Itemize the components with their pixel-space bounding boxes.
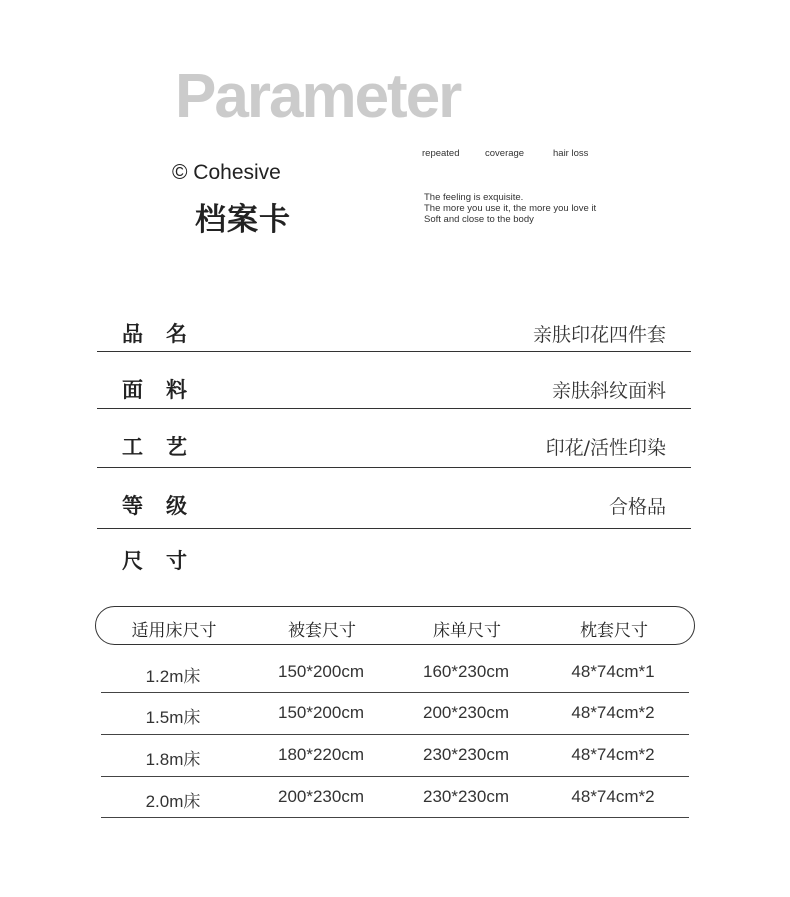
- spec-row-product-name: [97, 310, 691, 352]
- tag-coverage: coverage: [485, 148, 525, 159]
- table-cell: 150*200cm: [277, 703, 364, 722]
- spec-label: 面料: [122, 378, 210, 402]
- table-cell: 48*74cm*1: [571, 662, 655, 681]
- table-row: [101, 652, 689, 693]
- size-table-header: [95, 606, 695, 645]
- spec-value: 印花/活性印染: [545, 437, 666, 459]
- table-cell: 200*230cm: [422, 703, 509, 722]
- table-cell: 1.8m床: [145, 750, 201, 769]
- tagline-line: Soft and close to the body: [424, 214, 534, 225]
- tagline: [424, 192, 596, 225]
- spec-row-grade: [97, 468, 691, 529]
- spec-value: 亲肤斜纹面料: [551, 380, 666, 402]
- table-cell: 2.0m床: [145, 792, 201, 811]
- spec-value: 亲肤印花四件套: [532, 324, 666, 346]
- spec-row-fabric: [97, 352, 691, 409]
- spec-label: 等级: [122, 494, 210, 518]
- table-cell: 1.2m床: [145, 667, 201, 686]
- table-cell: 180*220cm: [277, 745, 364, 764]
- card-subtitle: 档案卡: [195, 202, 291, 238]
- table-cell: 48*74cm*2: [571, 787, 655, 806]
- table-cell: 48*74cm*2: [571, 745, 655, 764]
- header-pillowcase-size: 枕套尺寸: [580, 621, 648, 641]
- tagline-line: The more you use it, the more you love it: [424, 203, 597, 214]
- table-row: [101, 693, 689, 735]
- spec-label: 品名: [122, 322, 210, 346]
- table-cell: 150*200cm: [277, 662, 364, 681]
- table-cell: 200*230cm: [277, 787, 364, 806]
- header-bed-size: 适用床尺寸: [131, 621, 217, 641]
- table-cell: 230*230cm: [422, 787, 509, 806]
- spec-row-craft: [97, 409, 691, 468]
- spec-label: 尺寸: [122, 549, 210, 573]
- spec-row-size: [97, 529, 691, 579]
- spec-label: 工艺: [122, 435, 210, 459]
- header-duvet-size: 被套尺寸: [288, 621, 356, 641]
- table-row: [101, 735, 689, 777]
- tag-repeated: repeated: [422, 148, 460, 159]
- table-cell: 1.5m床: [145, 708, 201, 727]
- table-cell: 48*74cm*2: [571, 703, 655, 722]
- table-cell: 160*230cm: [422, 662, 509, 681]
- tagline-line: The feeling is exquisite.: [424, 192, 524, 203]
- brand-name: © Cohesive: [172, 161, 281, 184]
- tag-hair-loss: hair loss: [553, 148, 589, 159]
- table-cell: 230*230cm: [422, 745, 509, 764]
- page-title: Parameter: [175, 62, 461, 131]
- header-sheet-size: 床单尺寸: [433, 621, 501, 641]
- spec-value: 合格品: [608, 496, 666, 518]
- table-row: [101, 777, 689, 818]
